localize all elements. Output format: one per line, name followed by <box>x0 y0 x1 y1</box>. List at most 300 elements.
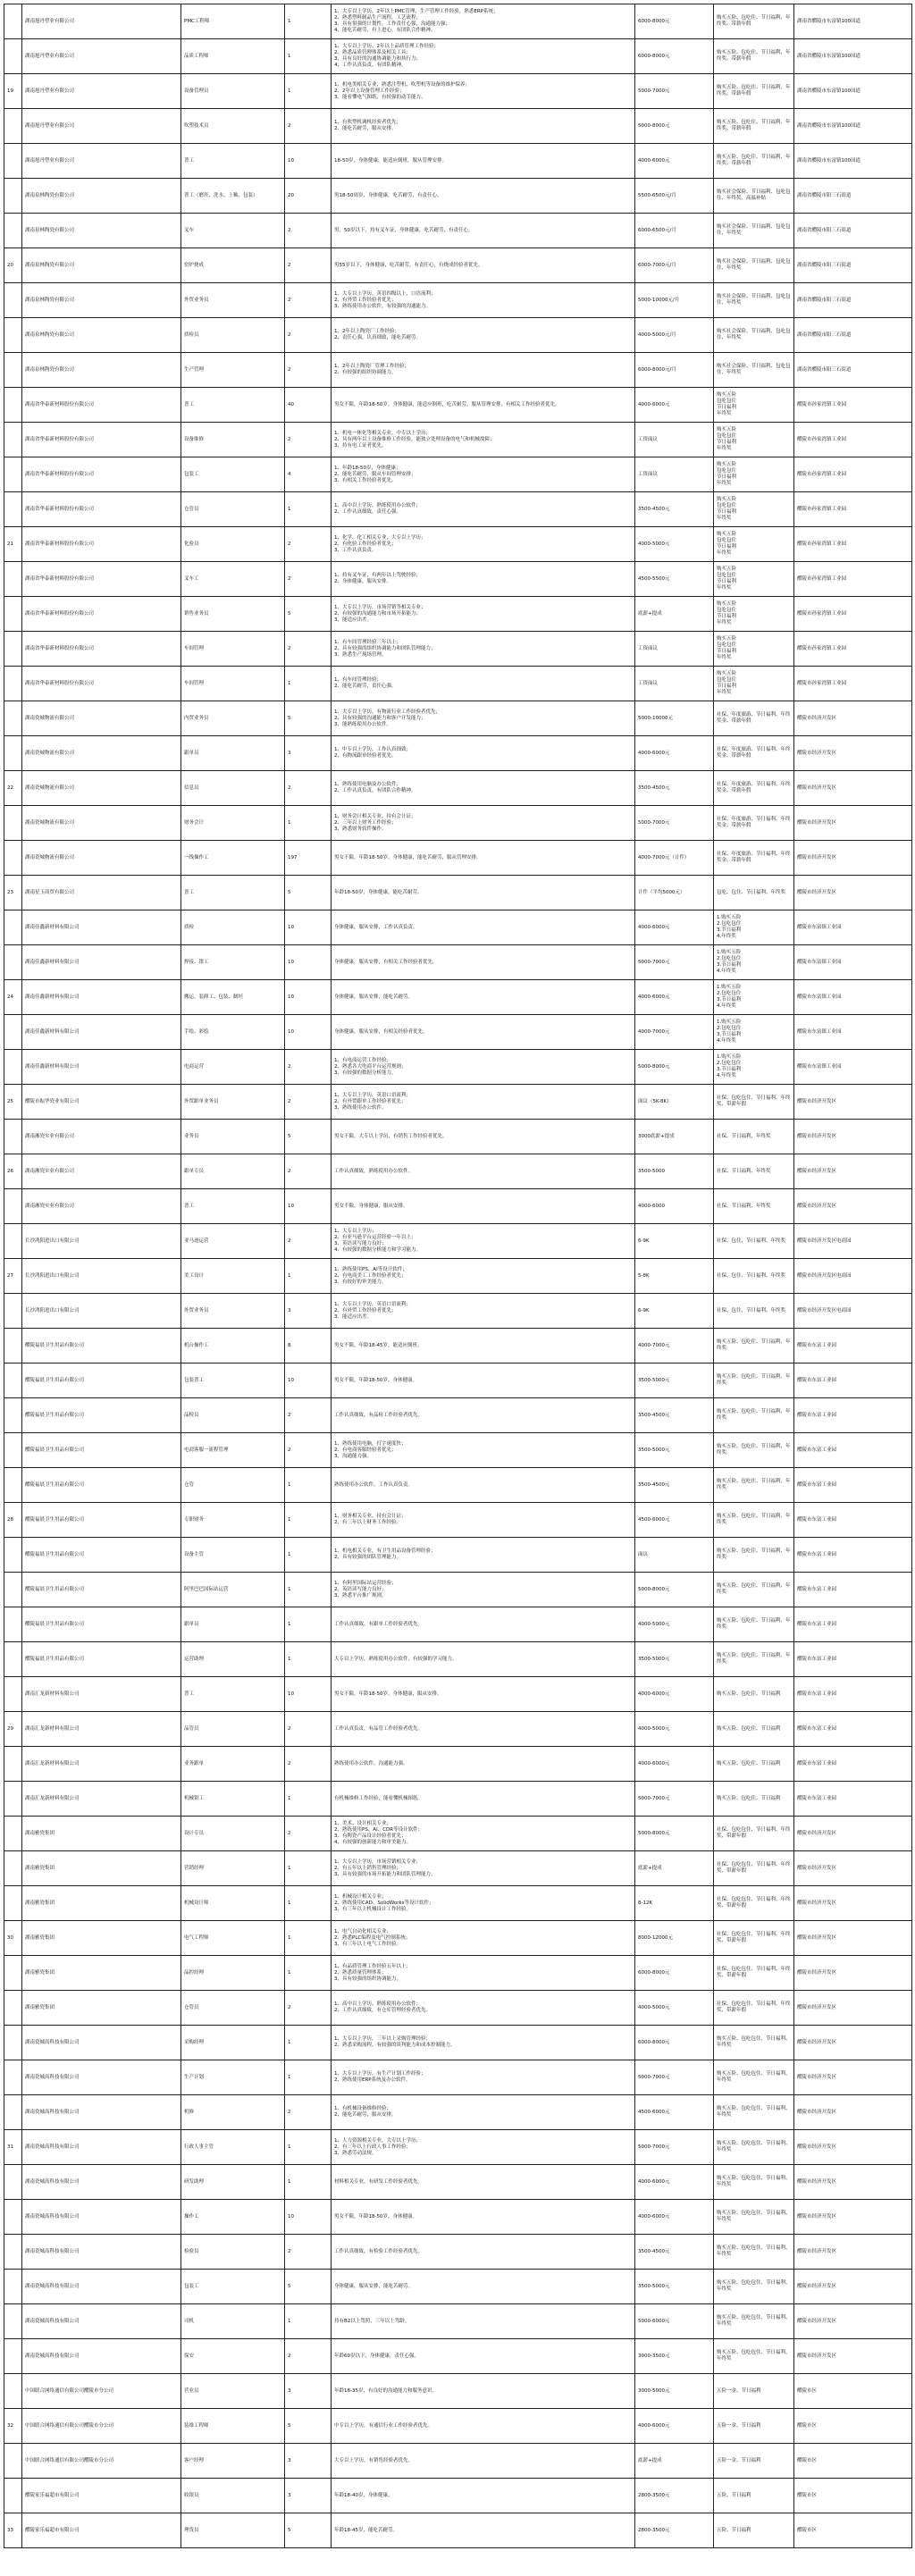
welfare: 购买五险、包吃住、节日福利、年终奖 <box>714 1468 794 1503</box>
welfare: 购买五险、包吃包住、节日福利、年终奖 <box>714 2339 794 2374</box>
row-number <box>4 423 22 457</box>
company-name: 中国联合网络通信有限公司醴陵市分公司 <box>22 2444 181 2479</box>
requirements: 1、大专以上学历，英语口语流利； 2、有外贸跟单工作经验者优先； 3、熟练使用办公软件。 <box>332 1085 635 1120</box>
company-name: 湖南佳鑫新材料有限公司 <box>22 945 181 980</box>
table-row <box>4 1364 912 1398</box>
salary: 3500-5000元 <box>635 2270 714 2304</box>
headcount: 1 <box>285 1956 332 1991</box>
table-row <box>4 1189 912 1224</box>
requirements: 身体健康，服从安排，有相关工作经验者优先。 <box>332 945 635 980</box>
salary: 6000-8000元/月 <box>635 353 714 388</box>
salary: 3500-5000元 <box>635 1642 714 1677</box>
welfare: 购买五险、包吃住、节日福利、年终奖、带薪年假 <box>714 39 794 74</box>
requirements: 身体健康，服从安排，有相关经验者优先。 <box>332 1015 635 1050</box>
position-title: 生产管理 <box>181 353 285 388</box>
requirements: 1、有机械设备维修经验； 2、能吃苦耐劳，服从安排。 <box>332 2095 635 2130</box>
table-row <box>4 632 912 667</box>
welfare: 购买五险、包吃住、节日福利、年终奖 <box>714 1398 794 1433</box>
requirements: 年龄18-40岁，身体健康。 <box>332 2479 635 2513</box>
welfare: 购买五险、包吃住、节日福利、年终奖 <box>714 1503 794 1538</box>
welfare: 购买五险、包吃住、节日福利、年终奖 <box>714 1573 794 1607</box>
row-number: 23 <box>4 876 22 910</box>
salary: 4000-6000元 <box>635 1747 714 1782</box>
row-number: 26 <box>4 1154 22 1189</box>
welfare: 五险、节日福利 <box>714 2479 794 2513</box>
company-name: 湖南雅瓷集团 <box>22 1956 181 1991</box>
salary: 3500-4500元 <box>635 492 714 527</box>
company-name: 湖南瓷城高科技有限公司 <box>22 2095 181 2130</box>
row-number <box>4 2200 22 2235</box>
requirements: 1、熟练使用电脑及办公软件； 2、工作认真负责，有团队合作精神。 <box>332 771 635 806</box>
company-name: 湖南泉林陶瓷有限公司 <box>22 214 181 248</box>
company-name: 湖南瓷城高科技有限公司 <box>22 2026 181 2060</box>
headcount: 1 <box>285 1607 332 1642</box>
position-title: 业务跟单 <box>181 1747 285 1782</box>
work-location: 湖南省醴陵市东富镇100国道 <box>794 4 912 39</box>
row-number <box>4 1538 22 1573</box>
table-row <box>4 1991 912 2026</box>
work-location: 醴陵市经济开发区 <box>794 1886 912 1921</box>
requirements: 工作认真细致，有检验工作经验者优先。 <box>332 2235 635 2270</box>
row-number <box>4 841 22 876</box>
row-number <box>4 1677 22 1712</box>
row-number: 20 <box>4 248 22 283</box>
row-number <box>4 1607 22 1642</box>
headcount: 5 <box>285 876 332 910</box>
position-title: 机修 <box>181 2095 285 2130</box>
position-title: 研发助理 <box>181 2165 285 2200</box>
work-location: 醴陵市东富工业园 <box>794 1573 912 1607</box>
work-location: 醴陵市经济开发区 <box>794 1991 912 2026</box>
requirements: 工作认真细致，有品检工作经验者优先。 <box>332 1398 635 1433</box>
requirements: 1、大专以上学历，三年以上采购管理经验； 2、熟悉采购流程，有较强的谈判能力和成本控制能力。 <box>332 2026 635 2060</box>
table-row <box>4 2095 912 2130</box>
requirements: 1、美术、设计相关专业； 2、熟练使用PS、AI、CDR等设计软件； 3、有陶瓷产品设计经验者优先； 4、有较强的创新能力和审美能力。 <box>332 1817 635 1851</box>
welfare: 购买五险、包吃住、节日福利、年终奖 <box>714 1607 794 1642</box>
work-location: 醴陵市区 <box>794 2444 912 2479</box>
company-name: 湖南雅瓷集团 <box>22 1817 181 1851</box>
salary: 2800-3500元 <box>635 2513 714 2548</box>
table-row <box>4 353 912 388</box>
work-location: 醴陵市东富工业园 <box>794 1538 912 1573</box>
headcount: 1 <box>285 1538 332 1573</box>
position-title: 普工 <box>181 1189 285 1224</box>
table-row <box>4 2270 912 2304</box>
welfare: 购买五险 包吃包住 节日福利 年终奖 <box>714 527 794 562</box>
company-name: 中国联合网络通信有限公司醴陵市分公司 <box>22 2409 181 2444</box>
headcount: 20 <box>285 179 332 214</box>
row-number <box>4 667 22 701</box>
headcount: 2 <box>285 771 332 806</box>
row-number <box>4 1294 22 1329</box>
requirements: 1、机械设计相关专业； 2、熟练使用CAD、SolidWorks等设计软件； 3、有三年以上机械设计工作经验。 <box>332 1886 635 1921</box>
headcount: 1 <box>285 1782 332 1817</box>
position-title: 车间管理 <box>181 667 285 701</box>
welfare: 购买五险 包吃包住 节日福利 年终奖 <box>714 457 794 492</box>
table-row <box>4 1956 912 1991</box>
row-number <box>4 1851 22 1886</box>
row-number <box>4 701 22 736</box>
company-name: 湖南省华泰新材料股份有限公司 <box>22 562 181 597</box>
work-location: 醴陵市经济开发区 <box>794 736 912 771</box>
work-location: 醴陵市东富工业园 <box>794 1329 912 1364</box>
company-name: 中国联合网络通信有限公司醴陵市分公司 <box>22 2374 181 2409</box>
row-number <box>4 179 22 214</box>
welfare: 社保、节日福利、年终奖 <box>714 1154 794 1189</box>
headcount: 1 <box>285 1503 332 1538</box>
requirements: 年龄18-35岁，有良好的沟通能力和服务意识。 <box>332 2374 635 2409</box>
row-number <box>4 1189 22 1224</box>
position-title: 叉车 <box>181 214 285 248</box>
salary: 6000-6500元/月 <box>635 214 714 248</box>
work-location: 醴陵市孙家湾镇工业园 <box>794 632 912 667</box>
welfare: 购买五险、包吃住、节日福利、年终奖、带薪年假 <box>714 109 794 144</box>
position-title: 营业员 <box>181 2374 285 2409</box>
welfare: 社保、包吃包住、节日福利、年终奖、带薪年假 <box>714 1956 794 1991</box>
welfare: 购买五险 包吃包住 节日福利 年终奖 <box>714 492 794 527</box>
welfare: 购买社会保险、节日福利、包吃包住、年终奖 <box>714 248 794 283</box>
work-location: 湖南省醴陵市东富镇100国道 <box>794 144 912 179</box>
work-location: 醴陵市东富工业园 <box>794 1712 912 1747</box>
row-number <box>4 806 22 841</box>
salary: 底薪+提成 <box>635 1851 714 1886</box>
welfare: 购买社会保险、节日福利、包吃包住、年终奖 <box>714 214 794 248</box>
work-location: 醴陵市经济开发区电商园 <box>794 1259 912 1294</box>
row-number <box>4 945 22 980</box>
company-name: 湖南瓷城高科技有限公司 <box>22 2270 181 2304</box>
position-title: 包装工 <box>181 457 285 492</box>
position-title: 设备主管 <box>181 1538 285 1573</box>
work-location: 湖南省醴陵市东富镇100国道 <box>794 109 912 144</box>
work-location: 醴陵市经济开发区 <box>794 1120 912 1154</box>
work-location: 醴陵市经济开发区 <box>794 2339 912 2374</box>
row-number <box>4 2060 22 2095</box>
position-title: 机台操作工 <box>181 1329 285 1364</box>
company-name: 湖南瓷城高科技有限公司 <box>22 2304 181 2339</box>
position-title: 跟单员 <box>181 1607 285 1642</box>
position-title: 行政人事主管 <box>181 2130 285 2165</box>
company-name: 湖南雅瓷集团 <box>22 1886 181 1921</box>
row-number: 27 <box>4 1259 22 1294</box>
work-location: 醴陵市孙家湾镇工业园 <box>794 423 912 457</box>
table-row <box>4 527 912 562</box>
row-number <box>4 2304 22 2339</box>
salary: 6000-8000元 <box>635 39 714 74</box>
table-row <box>4 1712 912 1747</box>
requirements: 1、大专以上学历，有物流行业工作经验者优先； 2、具有较强的沟通能力和客户开发能力； 3、能熟练使用办公软件。 <box>332 701 635 736</box>
work-location: 湖南省醴陵市阳三石街道 <box>794 248 912 283</box>
welfare: 社保、年度旅游、节日福利、年终奖金、带薪年假 <box>714 701 794 736</box>
salary: 4000-7000元（计件） <box>635 841 714 876</box>
salary: 4000-6000元 <box>635 1677 714 1712</box>
headcount: 1 <box>285 2304 332 2339</box>
position-title: 销售业务员 <box>181 597 285 632</box>
work-location: 醴陵市经济开发区 <box>794 2235 912 2270</box>
salary: 3500-4500元 <box>635 2235 714 2270</box>
welfare: 购买社会保险、节日福利、包吃包住、年终奖 <box>714 283 794 318</box>
position-title: 业务员 <box>181 1120 285 1154</box>
row-number <box>4 214 22 248</box>
requirements: 1、有电商运营工作经验； 2、熟悉各大电商平台运营规则； 3、有较强的数据分析能力。 <box>332 1050 635 1085</box>
row-number <box>4 353 22 388</box>
row-number <box>4 283 22 318</box>
headcount: 2 <box>285 2235 332 2270</box>
salary: 5-8K <box>635 1259 714 1294</box>
position-title: 吹塑技术员 <box>181 109 285 144</box>
salary: 5000-8000元 <box>635 1573 714 1607</box>
table-row <box>4 144 912 179</box>
company-name: 湖南瓷城物流有限公司 <box>22 736 181 771</box>
table-row <box>4 667 912 701</box>
table-row <box>4 2200 912 2235</box>
headcount: 2 <box>285 1398 332 1433</box>
headcount: 1 <box>285 1573 332 1607</box>
welfare: 购买五险、包吃住、节日福利 <box>714 1677 794 1712</box>
company-name: 湖南省华泰新材料股份有限公司 <box>22 667 181 701</box>
company-name: 湖南佳鑫新材料有限公司 <box>22 910 181 945</box>
work-location: 醴陵市区 <box>794 2409 912 2444</box>
requirements: 熟练使用办公软件，工作认真负责。 <box>332 1468 635 1503</box>
work-location: 醴陵市经济开发区 <box>794 1921 912 1956</box>
table-row <box>4 1120 912 1154</box>
row-number <box>4 1573 22 1607</box>
requirements: 1、持有叉车证，有两年以上驾驶经验； 2、身体健康，服从安排。 <box>332 562 635 597</box>
headcount: 2 <box>285 632 332 667</box>
position-title: 质检员 <box>181 318 285 353</box>
welfare: 购买五险、包吃住、节日福利 <box>714 1782 794 1817</box>
welfare: 社保、包吃包住、节日福利、年终奖、带薪年假 <box>714 1886 794 1921</box>
work-location: 醴陵市东富镇工业园 <box>794 1015 912 1050</box>
salary: 4500-6000元 <box>635 2095 714 2130</box>
table-row <box>4 1747 912 1782</box>
company-name: 湖南泉林陶瓷有限公司 <box>22 318 181 353</box>
salary: 5000-7000元 <box>635 806 714 841</box>
welfare: 社保、包吃包住、节日福利、年终奖、带薪年假 <box>714 1085 794 1120</box>
welfare: 购买五险 包吃包住 节日福利 年终奖 <box>714 667 794 701</box>
welfare: 1.购买五险 2.包吃包住 3.节日福利 4.年终奖 <box>714 1050 794 1085</box>
requirements: 1、电气自动化相关专业； 2、熟悉PLC编程及电气控制系统； 3、有三年以上电气工作经验。 <box>332 1921 635 1956</box>
work-location: 醴陵市区 <box>794 2479 912 2513</box>
welfare: 社保、包住、节日福利、年终奖 <box>714 1259 794 1294</box>
company-name: 湖南汇龙新材料有限公司 <box>22 1747 181 1782</box>
company-name: 长沙鸿阳进出口有限公司 <box>22 1224 181 1259</box>
company-name: 醴陵福晨卫生用品有限公司 <box>22 1329 181 1364</box>
position-title: 跟单员 <box>181 736 285 771</box>
salary: 底薪+提成 <box>635 2444 714 2479</box>
salary: 6000-8000元 <box>635 2026 714 2060</box>
table-row <box>4 2513 912 2548</box>
row-number <box>4 1782 22 1817</box>
table-row <box>4 980 912 1015</box>
row-number <box>4 910 22 945</box>
company-name: 湖南泉林陶瓷有限公司 <box>22 283 181 318</box>
headcount: 1 <box>285 39 332 74</box>
headcount: 10 <box>285 1189 332 1224</box>
salary: 4000-6000元 <box>635 2409 714 2444</box>
row-number <box>4 1364 22 1398</box>
row-number <box>4 562 22 597</box>
welfare: 购买社会保险、节日福利、包吃包住、年终奖 <box>714 318 794 353</box>
requirements: 1、熟练使用PS、AI等设计软件； 2、有电商美工工作经验者优先； 3、有较好的审美能力。 <box>332 1259 635 1294</box>
position-title: 普工 <box>181 388 285 423</box>
work-location: 醴陵市孙家湾镇工业园 <box>794 457 912 492</box>
table-row <box>4 2444 912 2479</box>
salary: 5000-6000元 <box>635 2304 714 2339</box>
requirements: 1、大专以上学历，2年以上品质管理工作经验； 2、熟悉品质管理体系及相关工具； 3、具有良好的沟通协调能力和执行力； 4、工作认真负责，有团队精神。 <box>332 39 635 74</box>
work-location: 湖南省醴陵市东富镇100国道 <box>794 39 912 74</box>
position-title: 机械钳工 <box>181 1782 285 1817</box>
welfare: 社保、包吃包住、节日福利、年终奖、带薪年假 <box>714 1817 794 1851</box>
headcount: 2 <box>285 109 332 144</box>
requirements: 1、大专以上学历，市场营销等相关专业； 2、有较强的沟通能力和市场开拓能力； 3、能适应出差。 <box>332 597 635 632</box>
row-number <box>4 144 22 179</box>
headcount: 3 <box>285 2444 332 2479</box>
position-title: 电气工程师 <box>181 1921 285 1956</box>
salary: 4000-6000元 <box>635 910 714 945</box>
salary: 3500-5000元 <box>635 1433 714 1468</box>
requirements: 有机械维修工作经验，能看懂机械图纸。 <box>332 1782 635 1817</box>
welfare: 购买五险、包吃住、节日福利、年终奖 <box>714 1329 794 1364</box>
headcount: 2 <box>285 1085 332 1120</box>
row-number <box>4 2026 22 2060</box>
company-name: 湖南旭丹塑业有限公司 <box>22 4 181 39</box>
headcount: 2 <box>285 248 332 283</box>
headcount: 2 <box>285 1747 332 1782</box>
table-row <box>4 283 912 318</box>
work-location: 醴陵市东富工业园 <box>794 1398 912 1433</box>
position-title: 化验员 <box>181 527 285 562</box>
position-title: 外贸业务员 <box>181 1294 285 1329</box>
headcount: 1 <box>285 1921 332 1956</box>
table-row <box>4 214 912 248</box>
headcount: 1 <box>285 667 332 701</box>
welfare: 购买五险 包吃包住 节日福利 年终奖 <box>714 423 794 457</box>
welfare: 购买五险、包吃住、节日福利、年终奖 <box>714 1642 794 1677</box>
table-row <box>4 179 912 214</box>
requirements: 大专以上学历，熟练使用办公软件，有较强的学习能力。 <box>332 1642 635 1677</box>
row-number <box>4 388 22 423</box>
headcount: 1 <box>285 74 332 109</box>
position-title: 电商客服一流程管理 <box>181 1433 285 1468</box>
table-row <box>4 1921 912 1956</box>
requirements: 1、大专以上学历； 2、有亚马逊平台运营经验一年以上； 3、英语读写能力良好； 4、有较强的数据分析能力和学习能力。 <box>332 1224 635 1259</box>
requirements: 熟练使用办公软件，沟通能力强。 <box>332 1747 635 1782</box>
work-location: 醴陵市孙家湾镇工业园 <box>794 388 912 423</box>
position-title: 检验员 <box>181 2235 285 2270</box>
position-title: 外贸业务员 <box>181 283 285 318</box>
welfare: 1.购买五险 2.包吃包住 3.节日福利 4.年终奖 <box>714 945 794 980</box>
requirements: 1、机电相关专业，有卫生用品设备管理经验； 2、具有较强的团队管理能力。 <box>332 1538 635 1573</box>
headcount: 10 <box>285 945 332 980</box>
requirements: 男女不限，年龄18-50岁，身体健康，能适应倒班，吃苦耐劳，服从管理安排，有相关工作经验者优先。 <box>332 388 635 423</box>
company-name: 湖南泉林陶瓷有限公司 <box>22 248 181 283</box>
welfare: 1.购买五险 2.包吃包住 3.节日福利 4.年终奖 <box>714 1015 794 1050</box>
table-row <box>4 1398 912 1433</box>
row-number <box>4 1991 22 2026</box>
headcount: 2 <box>285 214 332 248</box>
company-name: 湖南汇龙新材料有限公司 <box>22 1677 181 1712</box>
welfare: 购买社会保险、节日福利、包吃包住、年终奖 <box>714 353 794 388</box>
row-number: 22 <box>4 771 22 806</box>
work-location: 醴陵市经济开发区 <box>794 2026 912 2060</box>
welfare: 购买五险 包吃包住 节日福利 年终奖 <box>714 388 794 423</box>
work-location: 醴陵市孙家湾镇工业园 <box>794 562 912 597</box>
row-number <box>4 1468 22 1503</box>
position-title: 仓管员 <box>181 1991 285 2026</box>
position-title: 仓管员 <box>181 492 285 527</box>
headcount: 2 <box>285 353 332 388</box>
table-row <box>4 2235 912 2270</box>
position-title: 焊接、钳工 <box>181 945 285 980</box>
work-location: 醴陵市经济开发区 <box>794 701 912 736</box>
position-title: 采购经理 <box>181 2026 285 2060</box>
salary: 5000-7000元 <box>635 74 714 109</box>
headcount: 10 <box>285 910 332 945</box>
position-title: 外贸跟单业务员 <box>181 1085 285 1120</box>
table-row <box>4 2374 912 2409</box>
requirements: 1、年龄18-50岁，身体健康； 2、能吃苦耐劳，服从车间管理安排； 3、有相关工作经验者优先。 <box>332 457 635 492</box>
company-name: 湖南瓷城高科技有限公司 <box>22 2130 181 2165</box>
salary: 5000-8000元 <box>635 1050 714 1085</box>
requirements: 年龄18-50岁，身体健康，能吃苦耐劳。 <box>332 876 635 910</box>
welfare: 社保、年度旅游、节日福利、年终奖金、带薪年假 <box>714 806 794 841</box>
work-location: 醴陵市东富镇工业园 <box>794 980 912 1015</box>
row-number <box>4 39 22 74</box>
company-name: 湖南省华泰新材料股份有限公司 <box>22 457 181 492</box>
headcount: 10 <box>285 1364 332 1398</box>
welfare: 社保、节日福利、年终奖 <box>714 1189 794 1224</box>
position-title: 一线操作工 <box>181 841 285 876</box>
salary: 6-9K <box>635 1224 714 1259</box>
headcount: 2 <box>285 1817 332 1851</box>
company-name: 湖南星玉商贸有限公司 <box>22 876 181 910</box>
row-number <box>4 2479 22 2513</box>
welfare: 购买五险、包吃包住、节日福利、年终奖 <box>714 2235 794 2270</box>
requirements: 年龄60岁以下，身体健康，责任心强。 <box>332 2339 635 2374</box>
table-row <box>4 1573 912 1607</box>
position-title: 专职财务 <box>181 1503 285 1538</box>
table-row <box>4 4 912 39</box>
requirements: 1、财务相关专业，持有会计证； 2、有三年以上财务工作经验。 <box>332 1503 635 1538</box>
headcount: 2 <box>285 1712 332 1747</box>
salary: 4500-6000元 <box>635 1503 714 1538</box>
requirements: 男女不限，大专以上学历，有销售工作经验者优先。 <box>332 1120 635 1154</box>
headcount: 3 <box>285 1294 332 1329</box>
welfare: 社保、包住、节日福利、年终奖 <box>714 1224 794 1259</box>
company-name: 湖南泉林陶瓷有限公司 <box>22 179 181 214</box>
work-location: 醴陵市经济开发区 <box>794 876 912 910</box>
table-body <box>4 4 912 2548</box>
welfare: 社保、包吃包住、节日福利、年终奖、带薪年假 <box>714 1991 794 2026</box>
table-row <box>4 423 912 457</box>
salary: 6-9K <box>635 1294 714 1329</box>
salary: 4000-6000元 <box>635 736 714 771</box>
requirements: 1、大专以上学历，有生产计划工作经验； 2、熟练使用ERP系统及办公软件。 <box>332 2060 635 2095</box>
salary: 5000-7000元 <box>635 1782 714 1817</box>
table-row <box>4 1154 912 1189</box>
position-title: 包装普工 <box>181 1364 285 1398</box>
table-row <box>4 1503 912 1538</box>
work-location: 醴陵市经济开发区电商园 <box>794 1224 912 1259</box>
work-location: 醴陵市区 <box>794 2513 912 2548</box>
company-name: 湖南旭丹塑业有限公司 <box>22 109 181 144</box>
headcount: 4 <box>285 457 332 492</box>
row-number <box>4 1398 22 1433</box>
company-name: 湖南瓷城高科技有限公司 <box>22 2339 181 2374</box>
company-name: 醴陵福晨卫生用品有限公司 <box>22 1364 181 1398</box>
headcount: 10 <box>285 1677 332 1712</box>
position-title: 跟单专员 <box>181 1154 285 1189</box>
